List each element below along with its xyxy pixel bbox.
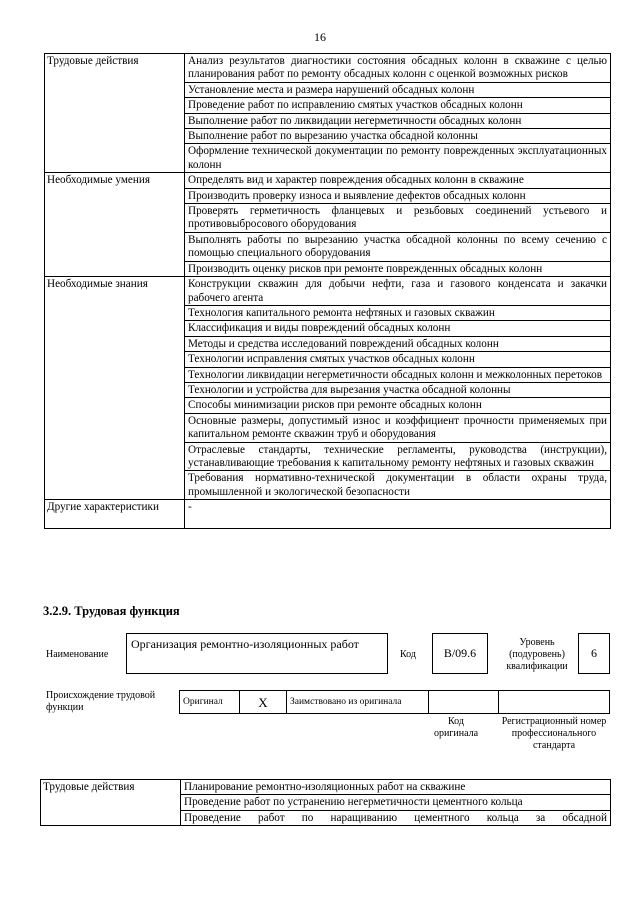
- origin-mark-cell: X: [240, 691, 287, 714]
- table-cell: Методы и средства исследований повреждений обсадных колонн: [185, 336, 611, 351]
- table-cell: Оформление технической документации по ремонту поврежденных эксплуатационных колонн: [185, 144, 611, 173]
- table-cell: Отраслевые стандарты, технические регламенты, руководства (инструкции), устанавливающие требования к капитальному ремонту нефтяных и газовых скважин: [185, 442, 611, 471]
- table-cell: Способы минимизации рисков при ремонте обсадных колонн: [185, 398, 611, 413]
- page-number: 16: [314, 30, 326, 44]
- table-cell: Основные размеры, допустимый износ и коэффициент прочности применяемых при капитальном ремонте скважин труб и оборудования: [185, 413, 611, 442]
- table-row: [45, 54, 611, 83]
- origin-borrowed-cell: Заимствовано из оригинала: [287, 691, 429, 714]
- table-cell: Проведение работ по наращиванию цементного кольца за обсадной: [181, 810, 611, 825]
- row-head-skills: Необходимые умения: [45, 173, 185, 277]
- origin-table: [179, 690, 610, 714]
- table-row: [41, 780, 611, 795]
- table-cell: Выполнение работ по вырезанию участка обсадной колонны: [185, 129, 611, 144]
- table-cell: Производить оценку рисков при ремонте поврежденных обсадных колонн: [185, 261, 611, 276]
- table-row: [45, 277, 611, 306]
- origin-code-cell: [429, 691, 499, 714]
- table-cell: Анализ результатов диагностики состояния обсадных колонн в скважине с целью планирования работ по ремонту обсадных колонн с оценкой возможных рисков: [185, 54, 611, 83]
- table-row: [45, 173, 611, 188]
- table-cell: Выполнение работ по ликвидации негерметичности обсадных колонн: [185, 113, 611, 128]
- labor-actions-table: [40, 779, 611, 826]
- table-cell: Проверять герметичность фланцевых и резьбовых соединений устьевого и противовыбросового оборудования: [185, 204, 611, 233]
- labor-function-table: [44, 53, 611, 529]
- table-cell: Конструкции скважин для добычи нефти, газа и газового конденсата и закачки рабочего агента: [185, 277, 611, 306]
- function-code-box: B/09.6: [432, 633, 488, 674]
- table-row: [45, 500, 611, 529]
- level-label: Уровень (подуровень) квалификации: [506, 637, 568, 672]
- row-head-actions: Трудовые действия: [45, 54, 185, 173]
- table-cell: Проведение работ по устранению негерметичности цементного кольца: [181, 795, 611, 810]
- section-title: 3.2.9. Трудовая функция: [43, 604, 180, 618]
- origin-reg-cell: [499, 691, 610, 714]
- code-label: Код: [400, 649, 416, 660]
- table-cell: Технологии ликвидации негерметичности обсадных колонн и межколонных перетоков: [185, 367, 611, 382]
- table-cell: Технологии и устройства для вырезания участка обсадной колонны: [185, 382, 611, 397]
- function-name-box: Организация ремонтно-изоляционных работ: [126, 633, 388, 674]
- table-cell: Классификация и виды повреждений обсадных колонн: [185, 321, 611, 336]
- table-cell: Выполнять работы по вырезанию участка обсадной колонны по всему сечению с помощью специального оборудования: [185, 232, 611, 261]
- table-cell: Определять вид и характер повреждения обсадных колонн в скважине: [185, 173, 611, 188]
- table-cell: Проведение работ по исправлению смятых участков обсадных колонн: [185, 98, 611, 113]
- reg-number-caption: Регистрационный номер профессионального стандарта: [501, 716, 607, 751]
- origin-original-cell: Оригинал: [180, 691, 240, 714]
- row-head-actions-2: Трудовые действия: [41, 780, 181, 826]
- level-box: 6: [578, 633, 610, 674]
- table-cell: -: [185, 500, 611, 529]
- table-cell: Технология капитального ремонта нефтяных и газовых скважин: [185, 305, 611, 320]
- table-cell: Технологии исправления смятых участков обсадных колонн: [185, 352, 611, 367]
- row-head-knowledge: Необходимые знания: [45, 277, 185, 500]
- code-original-caption: Код оригинала: [433, 716, 479, 739]
- origin-label: Происхождение трудовой функции: [46, 690, 156, 713]
- table-cell: Планирование ремонтно-изоляционных работ на скважине: [181, 780, 611, 795]
- name-label: Наименование: [46, 649, 109, 660]
- table-cell: Производить проверку износа и выявление дефектов обсадных колонн: [185, 188, 611, 203]
- table-cell: Установление места и размера нарушений обсадных колонн: [185, 82, 611, 97]
- row-head-other: Другие характеристики: [45, 500, 185, 529]
- table-cell: Требования нормативно-технической документации в области охраны труда, промышленной и экологической безопасности: [185, 471, 611, 500]
